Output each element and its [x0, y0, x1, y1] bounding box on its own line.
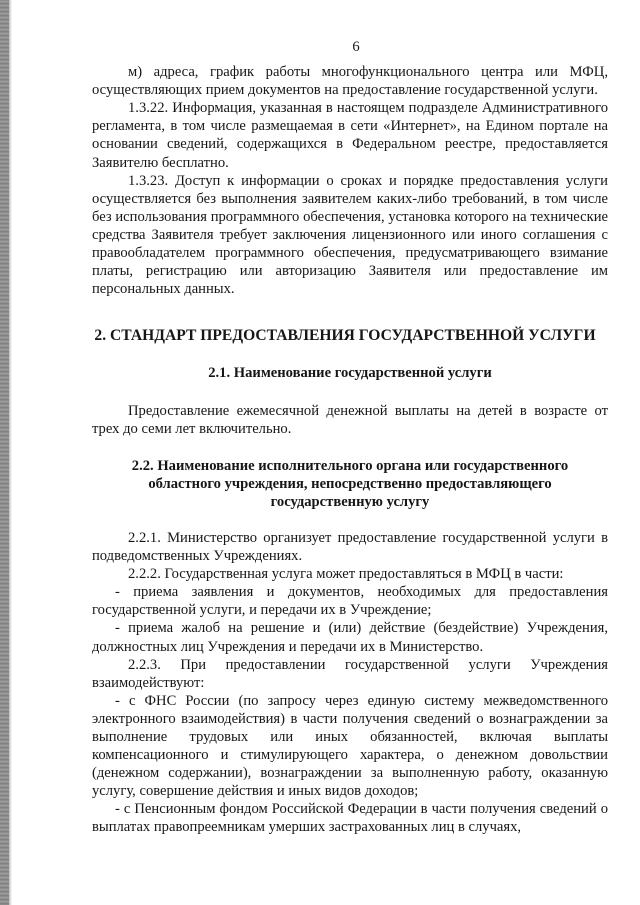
paragraph-1-3-22: 1.3.22. Информация, указанная в настоящем подразделе Административного регламента, в том числе размещаемая в сети «Интернет», на Едином портале на основании сведений, содержащихся в Федеральном реестре, предоставляется Заявителю бесплатно. — [92, 100, 608, 171]
subsection-2-1-heading: 2.1. Наименование государственной услуги — [208, 365, 492, 382]
list-item-2-2-3-fns: - с ФНС России (по запросу через единую систему межведомственного электронного взаимодействия) в части получения сведений о вознаграждении за выполнение трудовых или иных обязанностей, включая выплаты компенсационного и стимулирующего характера, о денежном довольствии (денежном содержании), вознаграждении за выполненную работу, оказанную услугу, совершение действия и иных видов доходов; — [92, 692, 608, 800]
subsection-2-2-heading: 2.2. Наименование исполнительного органа или государственного областного учреждения, непосредственно предоставляющего государственную услугу — [131, 457, 569, 510]
paragraph-2-2-2: 2.2.2. Государственная услуга может предоставляться в МФЦ в части: — [128, 566, 564, 583]
section-2-heading: 2. СТАНДАРТ ПРЕДОСТАВЛЕНИЯ ГОСУДАРСТВЕННОЙ УСЛУГИ — [94, 327, 596, 345]
scan-edge-shadow — [0, 0, 9, 905]
list-item-2-2-2-b: - приема жалоб на решение и (или) действие (бездействие) Учреждения, должностных лиц Учреждения и передачи их в Министерство. — [92, 620, 608, 655]
document-page — [92, 38, 608, 837]
page-number: 6 — [352, 39, 360, 55]
paragraph-1-3-23: 1.3.23. Доступ к информации о сроках и порядке предоставления услуги осуществляется без выполнения заявителем каких-либо требований, в том числе без использования программного обеспечения, установка которого на технические средства Заявителя требует заключения лицензионного или иного соглашения с правообладателем программного обеспечения, предусматривающего взимание платы, регистрацию или авторизацию Заявителя или предоставление им персональных данных. — [92, 172, 608, 298]
list-item-2-2-2-a: - приема заявления и документов, необходимых для предоставления государственной услуги, и передачи их в Учреждение; — [92, 584, 608, 619]
paragraph-item-m: м) адреса, график работы многофункционального центра или МФЦ, осуществляющих прием документов на предоставление государственной услуги. — [92, 64, 608, 99]
paragraph-2-1-text: Предоставление ежемесячной денежной выплаты на детей в возрасте от трех до семи лет включительно. — [92, 402, 608, 437]
paragraph-2-2-1: 2.2.1. Министерство организует предоставление государственной услуги в подведомственных Учреждениях. — [92, 529, 608, 565]
paragraph-2-2-3: 2.2.3. При предоставлении государственной услуги Учреждения взаимодействуют: — [92, 656, 608, 691]
list-item-2-2-3-pfr: - с Пенсионным фондом Российской Федерации в части получения сведений о выплатах правопреемникам умерших застрахованных лиц в случаях, — [92, 801, 608, 836]
